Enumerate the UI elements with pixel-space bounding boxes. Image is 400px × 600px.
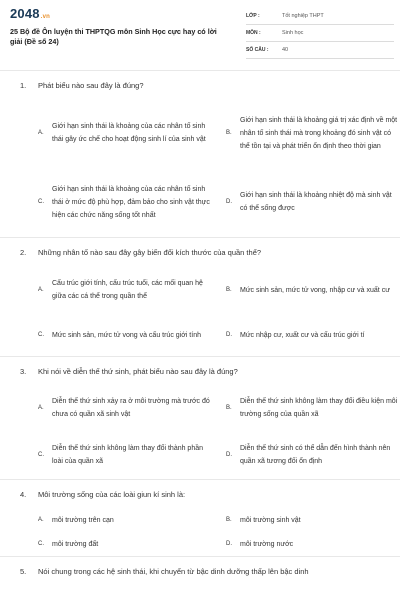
site-logo[interactable] — [10, 6, 50, 21]
option-text: Giới hạn sinh thái là khoảng giá trị xác định về một nhân tố sinh thái mà trong khoảng đó sinh vật có thể tồn tại và phát triển ổn định theo thời gian — [240, 116, 398, 150]
option-c[interactable] — [38, 314, 210, 356]
options — [0, 385, 400, 479]
document-title: 25 Bộ đề Ôn luyện thi THPTQG môn Sinh Học cực hay có lời giải (Đề số 24) — [10, 27, 217, 46]
option-letter: B. — [226, 517, 232, 523]
option-letter: D. — [226, 332, 232, 338]
option-text: môi trường đất — [52, 540, 99, 548]
option-d[interactable] — [226, 431, 398, 479]
question-header — [0, 71, 400, 99]
meta-value: Sinh học — [282, 30, 304, 36]
question-number: 1. — [20, 80, 27, 90]
question-text: Phát biểu nào sau đây là đúng? — [38, 80, 144, 90]
option-b[interactable] — [226, 385, 398, 431]
option-letter: D. — [226, 199, 232, 205]
option-text: Giới hạn sinh thái là khoảng của các nhân tố sinh thái ở mức độ phù hợp, đảm bảo cho sinh vật thực hiện các chức năng sống tốt nhất — [52, 185, 210, 219]
option-c[interactable] — [38, 532, 210, 556]
meta-value: 40 — [282, 47, 289, 53]
option-text: Mức sinh sản, mức tử vong, nhập cư và xuất cư — [240, 286, 390, 294]
question-number: 3. — [20, 366, 27, 376]
option-letter: C. — [38, 452, 44, 458]
option-row — [0, 266, 400, 314]
option-row — [0, 532, 400, 556]
logo-main: 2048 — [10, 6, 40, 21]
meta-row-subject — [246, 25, 394, 42]
option-c[interactable] — [38, 167, 210, 237]
question-3 — [0, 356, 400, 479]
question-header — [0, 238, 400, 266]
option-a[interactable] — [38, 266, 210, 314]
option-a[interactable] — [38, 508, 210, 532]
logo-domain: .vn — [40, 14, 51, 20]
question-number: 2. — [20, 247, 27, 257]
question-text: Khi nói về diễn thế thứ sinh, phát biểu nào sau đây là đúng? — [38, 366, 238, 376]
option-text: Mức sinh sản, mức tử vong và cấu trúc giới tính — [52, 331, 201, 339]
option-text: Diễn thế thứ sinh không làm thay đổi điều kiện môi trường sống của quần xã — [240, 398, 398, 418]
meta-key: LỚP : — [246, 13, 260, 19]
option-text: môi trường nước — [240, 540, 294, 548]
question-list — [0, 70, 400, 585]
question-header — [0, 480, 400, 508]
option-text: Diễn thế thứ sinh có thể dẫn đến hình thành nên quần xã tương đối ổn định — [240, 445, 391, 465]
option-letter: C. — [38, 541, 44, 547]
option-letter: A. — [38, 405, 44, 411]
question-number: 4. — [20, 489, 27, 499]
option-letter: B. — [226, 405, 232, 411]
option-letter: B. — [226, 287, 232, 293]
option-a[interactable] — [38, 385, 210, 431]
option-letter: A. — [38, 517, 44, 523]
option-row — [0, 431, 400, 479]
option-letter: B. — [226, 130, 232, 136]
option-text: Giới hạn sinh thái là khoảng của các nhân tố sinh thái gây ức chế cho hoạt động sinh lí của sinh vật — [52, 123, 206, 143]
option-text: Diễn thế thứ sinh xảy ra ở môi trường mà trước đó chưa có quần xã sinh vật — [52, 398, 210, 418]
option-letter: C. — [38, 199, 44, 205]
document-header — [0, 0, 400, 64]
question-header — [0, 357, 400, 385]
option-b[interactable] — [226, 99, 398, 167]
option-row — [0, 385, 400, 431]
option-text: môi trường sinh vật — [240, 516, 301, 524]
option-row — [0, 508, 400, 532]
option-letter: A. — [38, 287, 44, 293]
meta-key: MÔN : — [246, 30, 261, 36]
meta-value: Tốt nghiệp THPT — [282, 13, 324, 19]
option-b[interactable] — [226, 508, 398, 532]
option-letter: D. — [226, 541, 232, 547]
option-text: Cấu trúc giới tính, cấu trúc tuổi, các mối quan hệ giữa các cá thể trong quần thể — [52, 280, 203, 300]
question-text: Môi trường sống của các loài giun kí sinh là: — [38, 489, 186, 499]
question-1 — [0, 70, 400, 237]
option-a[interactable] — [38, 99, 210, 167]
question-text: Nói chung trong các hệ sinh thái, khi chuyển từ bậc dinh dưỡng thấp lên bậc dinh — [38, 566, 309, 576]
options — [0, 266, 400, 356]
meta-key: SỐ CÂU : — [246, 47, 269, 53]
question-4 — [0, 479, 400, 556]
question-5 — [0, 556, 400, 585]
options — [0, 99, 400, 237]
option-d[interactable] — [226, 532, 398, 556]
question-text: Những nhân tố nào sau đây gây biến đổi kích thước của quần thể? — [38, 247, 262, 257]
option-text: Giới hạn sinh thái là khoảng nhiệt độ mà sinh vật có thể sống được — [240, 192, 392, 212]
option-c[interactable] — [38, 431, 210, 479]
question-number: 5. — [20, 566, 27, 576]
option-b[interactable] — [226, 266, 398, 314]
option-text: Mức nhập cư, xuất cư và cấu trúc giới tí — [240, 331, 365, 339]
option-d[interactable] — [226, 167, 398, 237]
option-text: Diễn thế thứ sinh không làm thay đổi thành phần loài của quần xã — [52, 445, 204, 465]
options — [0, 508, 400, 556]
question-2 — [0, 237, 400, 356]
option-letter: D. — [226, 452, 232, 458]
option-letter: C. — [38, 332, 44, 338]
question-header — [0, 557, 400, 585]
meta-row-grade — [246, 8, 394, 25]
meta-info — [246, 8, 394, 59]
option-row — [0, 167, 400, 237]
option-letter: A. — [38, 130, 44, 136]
option-row — [0, 314, 400, 356]
option-text: môi trường trên cạn — [52, 516, 114, 524]
option-d[interactable] — [226, 314, 398, 356]
meta-row-count — [246, 42, 394, 59]
option-row — [0, 99, 400, 167]
